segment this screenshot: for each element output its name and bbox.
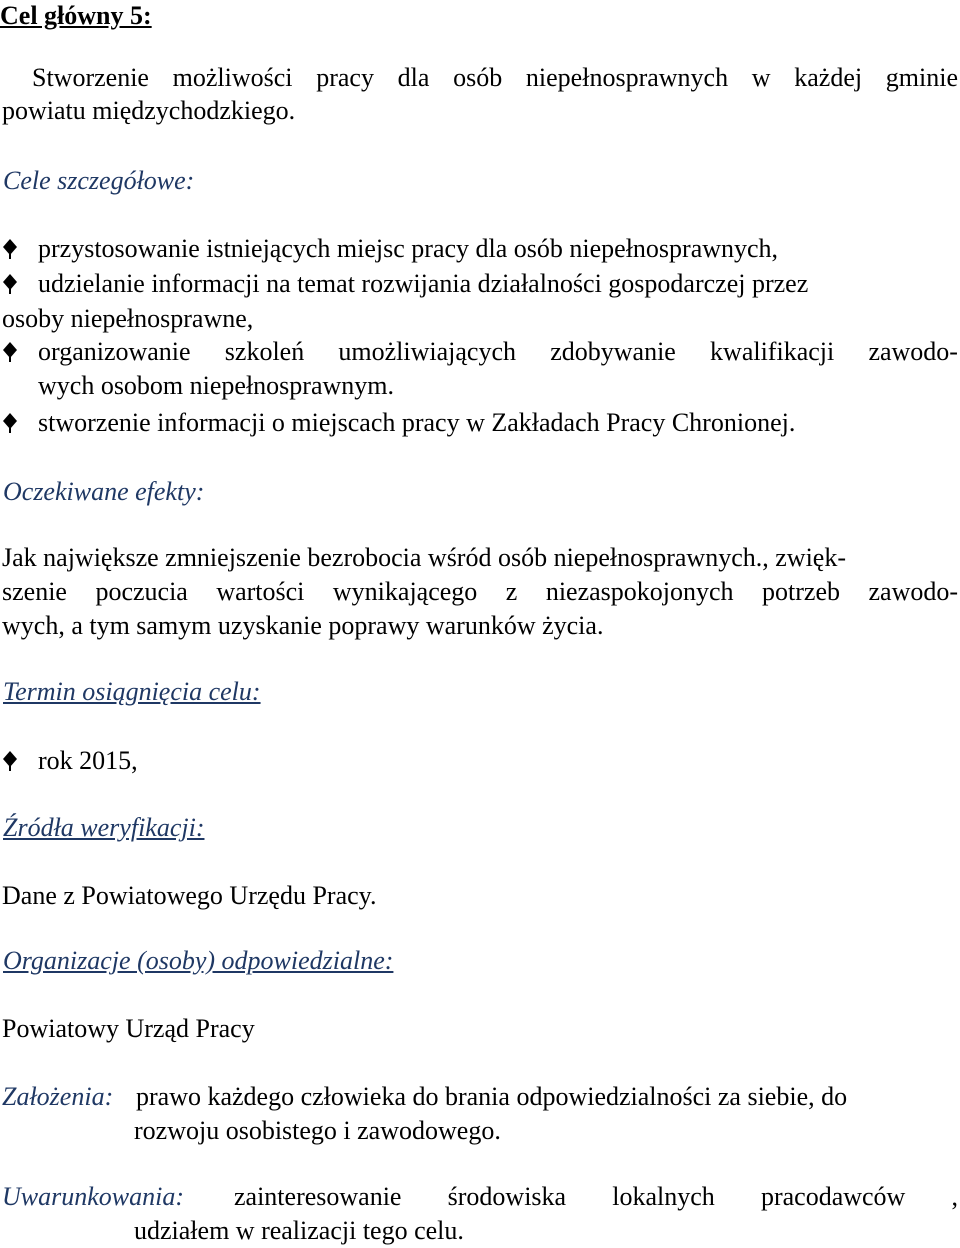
goal-item-2-line-1: udzielanie informacji na temat rozwijania działalności gospodarczej przez xyxy=(38,269,809,298)
intro-word: osób xyxy=(453,63,503,92)
effects-line-2 xyxy=(2,576,958,608)
diamond-bullet-icon xyxy=(2,412,20,432)
goal-item-3-word: zdobywanie xyxy=(550,337,676,366)
goal-item-3-word: umożliwiających xyxy=(338,337,517,366)
assumptions-label-text: Założenia: xyxy=(2,1082,114,1111)
intro-word: Stworzenie xyxy=(32,63,149,92)
assumptions-line-1: prawo każdego człowieka do brania odpowiedzialności za siebie, do xyxy=(136,1082,848,1111)
conditions-label-text: Uwarunkowania: xyxy=(2,1182,184,1211)
effects-word: niezaspokojonych xyxy=(545,577,734,606)
effects-word: szenie xyxy=(2,577,67,606)
effects-word: wynikającego xyxy=(332,577,478,606)
deadline-heading: Termin osiągnięcia celu: xyxy=(3,677,261,706)
conditions-label xyxy=(2,1181,184,1213)
conditions-word: , xyxy=(951,1182,958,1211)
effects-word: potrzeb xyxy=(762,577,840,606)
intro-word: każdej xyxy=(794,63,863,92)
effects-word: z xyxy=(505,577,518,606)
goal-item-3-word: szkoleń xyxy=(224,337,305,366)
conditions-word: lokalnych xyxy=(612,1182,715,1211)
assumptions-line-2: rozwoju osobistego i zawodowego. xyxy=(134,1116,501,1145)
effects-word: zawodo- xyxy=(868,577,958,606)
sources-text: Dane z Powiatowego Urzędu Pracy. xyxy=(2,881,377,910)
intro-word: pracy xyxy=(316,63,374,92)
intro-word: w xyxy=(751,63,771,92)
goals-heading: Cele szczegółowe: xyxy=(3,166,195,195)
goal-item-2-line-2: osoby niepełnosprawne, xyxy=(2,304,254,333)
conditions-line-1 xyxy=(234,1181,958,1213)
effects-line-3: wych, a tym samym uzyskanie poprawy warunków życia. xyxy=(2,611,604,640)
intro-word: możliwości xyxy=(172,63,293,92)
goal-item-1: przystosowanie istniejących miejsc pracy dla osób niepełnosprawnych, xyxy=(38,234,779,263)
diamond-bullet-icon xyxy=(2,750,20,770)
goal-item-4: stworzenie informacji o miejscach pracy w Zakładach Pracy Chronionej. xyxy=(38,408,796,437)
diamond-bullet-icon xyxy=(2,238,20,258)
intro-word: niepełnosprawnych xyxy=(525,63,729,92)
goal-item-3-word: organizowanie xyxy=(38,337,191,366)
conditions-word: zainteresowanie xyxy=(234,1182,402,1211)
goal-item-3-line-2: wych osobom niepełnosprawnym. xyxy=(38,371,395,400)
intro-word: gminie xyxy=(885,63,958,92)
goal-item-3-word: zawodo- xyxy=(868,337,958,366)
intro-word: dla xyxy=(397,63,430,92)
assumptions-label xyxy=(2,1081,113,1113)
page-title: Cel główny 5: xyxy=(0,1,152,30)
diamond-bullet-icon xyxy=(2,273,20,293)
goal-item-3-line-1 xyxy=(38,336,958,368)
intro-line-1 xyxy=(32,62,958,94)
responsible-heading: Organizacje (osoby) odpowiedzialne: xyxy=(3,946,394,975)
effects-heading: Oczekiwane efekty: xyxy=(3,477,205,506)
effects-word: wartości xyxy=(216,577,305,606)
conditions-word: środowiska xyxy=(447,1182,567,1211)
deadline-item: rok 2015, xyxy=(38,746,138,775)
diamond-bullet-icon xyxy=(2,341,20,361)
effects-line-1: Jak największe zmniejszenie bezrobocia wśród osób niepełnosprawnych., zwięk- xyxy=(2,543,846,572)
effects-word: poczucia xyxy=(95,577,188,606)
conditions-line-2: udziałem w realizacji tego celu. xyxy=(134,1216,464,1245)
conditions-word: pracodawców xyxy=(760,1182,906,1211)
goal-item-3-word: kwalifikacji xyxy=(710,337,835,366)
responsible-text: Powiatowy Urząd Pracy xyxy=(2,1014,255,1043)
sources-heading: Źródła weryfikacji: xyxy=(3,813,205,842)
intro-line-2: powiatu międzychodzkiego. xyxy=(2,96,296,125)
